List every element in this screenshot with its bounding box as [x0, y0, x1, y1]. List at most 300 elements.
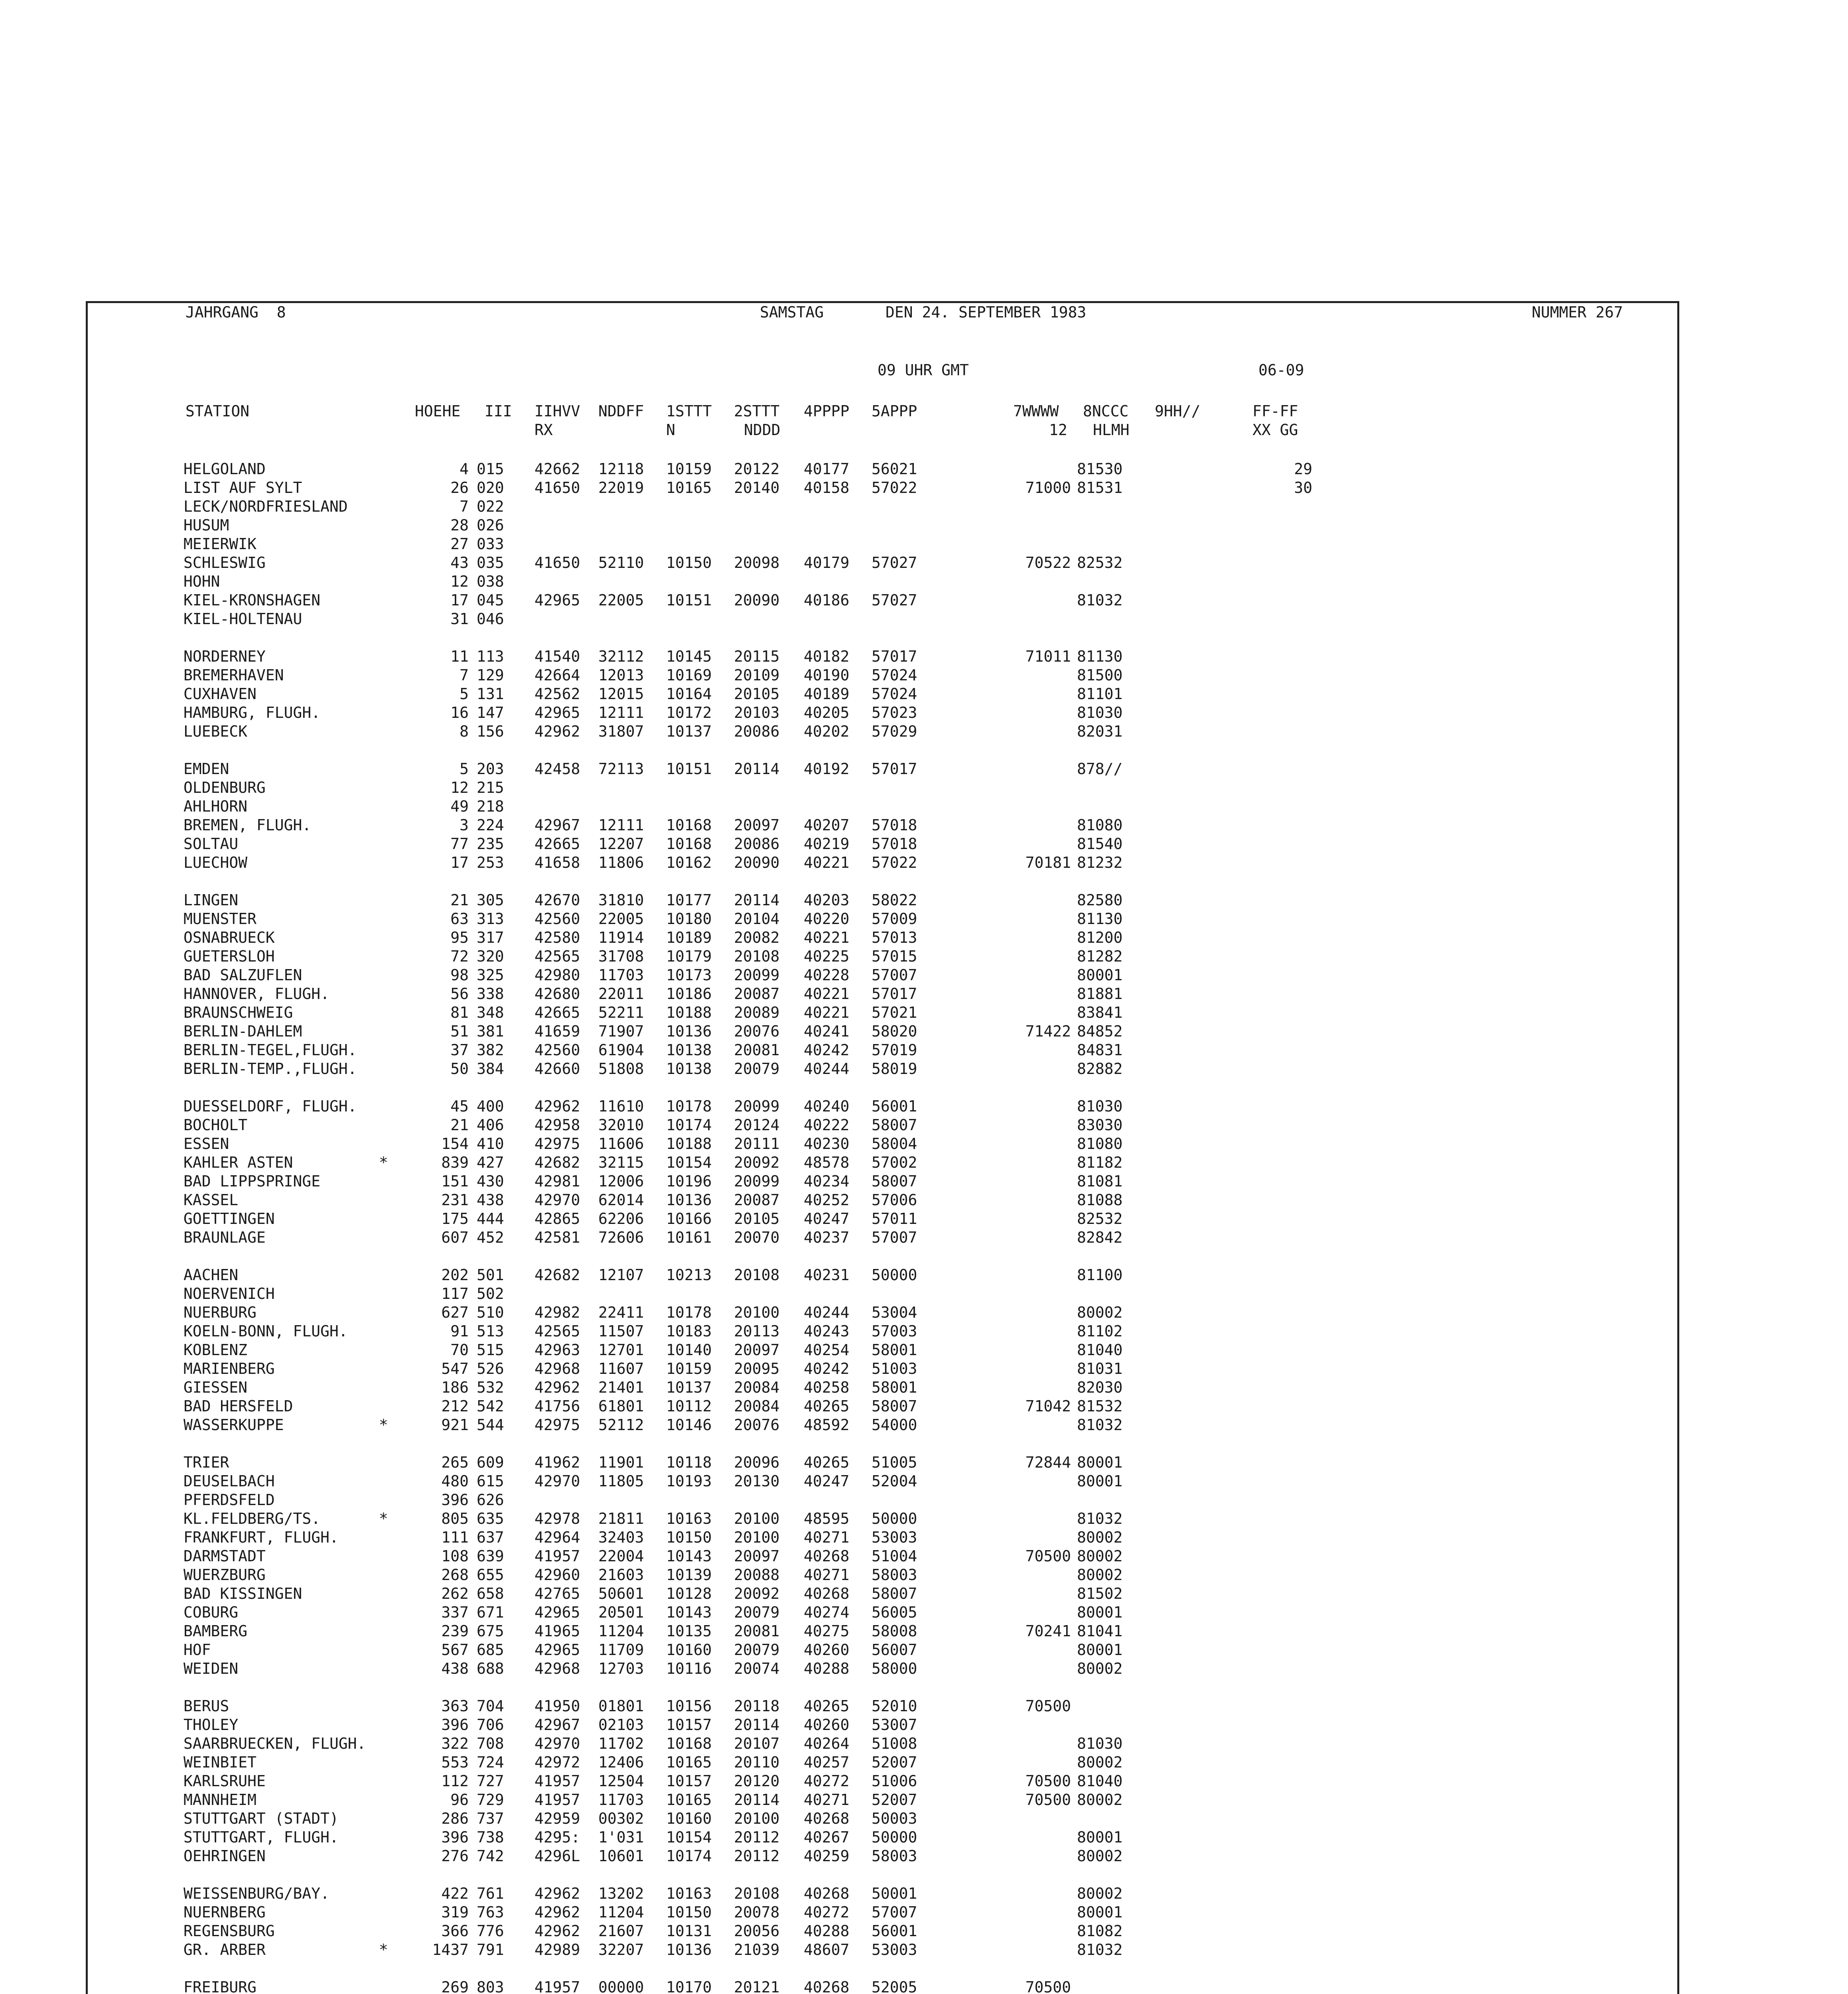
station-height: 269 [441, 1978, 469, 1994]
group-5appp: 57006 [872, 1191, 917, 1209]
station-height: 262 [441, 1585, 469, 1602]
group-8nccc: 82532 [1077, 554, 1123, 571]
group-4pppp: 40244 [804, 1304, 850, 1321]
station-height: 95 [450, 929, 469, 946]
group-8nccc: 84852 [1077, 1023, 1123, 1040]
group-2sttt: 20124 [734, 1116, 780, 1134]
station-id: 384 [477, 1060, 504, 1078]
group-5appp: 57027 [872, 554, 917, 571]
group-4pppp: 40231 [804, 1266, 850, 1284]
station-name: OLDENBURG [183, 779, 266, 796]
group-iihvv: 41650 [534, 554, 580, 571]
group-2sttt: 20089 [734, 1004, 780, 1021]
group-2sttt: 20114 [734, 891, 780, 909]
group-nddff: 11805 [598, 1472, 644, 1490]
station-id: 708 [477, 1735, 504, 1752]
group-2sttt: 20100 [734, 1304, 780, 1321]
group-5appp: 53003 [872, 1529, 917, 1546]
group-nddff: 52110 [598, 554, 644, 571]
station-name: HOF [183, 1641, 211, 1659]
group-iihvv: 42968 [534, 1360, 580, 1377]
station-id: 704 [477, 1697, 504, 1715]
group-2sttt: 20108 [734, 948, 780, 965]
group-nddff: 31708 [598, 948, 644, 965]
station-name: SAARBRUECKEN, FLUGH. [183, 1735, 366, 1752]
group-nddff: 11901 [598, 1454, 644, 1471]
group-nddff: 11703 [598, 966, 644, 984]
col-xx-gg: XX GG [1252, 421, 1298, 439]
station-name: THOLEY [183, 1716, 239, 1734]
group-2sttt: 20112 [734, 1847, 780, 1865]
station-height: 112 [441, 1772, 469, 1790]
group-2sttt: 20097 [734, 1341, 780, 1359]
group-7wwww: 70500 [1025, 1697, 1071, 1715]
group-8nccc: 81030 [1077, 1097, 1123, 1115]
group-iihvv: 42962 [534, 1922, 580, 1940]
group-1sttt: 10150 [666, 1903, 712, 1921]
observation-time: 09 UHR GMT [878, 361, 969, 379]
group-1sttt: 10150 [666, 554, 712, 571]
group-7wwww: 70241 [1025, 1622, 1071, 1640]
group-8nccc: 81082 [1077, 1922, 1123, 1940]
group-nddff: 11204 [598, 1622, 644, 1640]
group-nddff: 32112 [598, 648, 644, 665]
col-ff-ff: FF-FF [1252, 402, 1298, 420]
station-name: WUERZBURG [183, 1566, 266, 1584]
group-1sttt: 10143 [666, 1547, 712, 1565]
station-id: 729 [477, 1791, 504, 1809]
group-2sttt: 20099 [734, 966, 780, 984]
station-name: KOELN-BONN, FLUGH. [183, 1322, 348, 1340]
group-nddff: 22019 [598, 479, 644, 497]
group-iihvv: 41950 [534, 1697, 580, 1715]
station-height: 239 [441, 1622, 469, 1640]
group-5appp: 57024 [872, 666, 917, 684]
station-id: 526 [477, 1360, 504, 1377]
group-iihvv: 42970 [534, 1191, 580, 1209]
group-5appp: 58020 [872, 1023, 917, 1040]
group-nddff: 52112 [598, 1416, 644, 1434]
station-height: 12 [450, 779, 469, 796]
group-nddff: 32115 [598, 1154, 644, 1171]
group-2sttt: 20130 [734, 1472, 780, 1490]
group-8nccc: 81032 [1077, 591, 1123, 609]
group-5appp: 57017 [872, 760, 917, 778]
group-4pppp: 40207 [804, 816, 850, 834]
station-id: 737 [477, 1810, 504, 1827]
station-name: AHLHORN [183, 798, 248, 815]
group-5appp: 58007 [872, 1585, 917, 1602]
group-8nccc: 80002 [1077, 1566, 1123, 1584]
station-id: 675 [477, 1622, 504, 1640]
station-id: 129 [477, 666, 504, 684]
station-name: LUECHOW [183, 854, 248, 871]
group-1sttt: 10157 [666, 1772, 712, 1790]
station-height: 366 [441, 1922, 469, 1940]
group-iihvv: 42989 [534, 1941, 580, 1959]
group-2sttt: 20108 [734, 1266, 780, 1284]
station-id: 215 [477, 779, 504, 796]
group-iihvv: 41756 [534, 1397, 580, 1415]
station-height: 480 [441, 1472, 469, 1490]
group-2sttt: 20105 [734, 685, 780, 703]
group-5appp: 58000 [872, 1660, 917, 1677]
station-height: 56 [450, 985, 469, 1003]
station-height: 17 [450, 854, 469, 871]
group-5appp: 50000 [872, 1510, 917, 1527]
group-iihvv: 42975 [534, 1135, 580, 1153]
station-id: 639 [477, 1547, 504, 1565]
group-5appp: 52007 [872, 1754, 917, 1771]
group-iihvv: 41965 [534, 1622, 580, 1640]
group-5appp: 56005 [872, 1604, 917, 1621]
station-name: BERUS [183, 1697, 229, 1715]
group-2sttt: 20076 [734, 1023, 780, 1040]
group-iihvv: 42959 [534, 1810, 580, 1827]
group-1sttt: 10139 [666, 1566, 712, 1584]
group-4pppp: 40268 [804, 1547, 850, 1565]
group-4pppp: 40288 [804, 1922, 850, 1940]
group-5appp: 57019 [872, 1041, 917, 1059]
station-name: HANNOVER, FLUGH. [183, 985, 330, 1003]
group-iihvv: 42982 [534, 1304, 580, 1321]
station-height: 37 [450, 1041, 469, 1059]
group-7wwww: 70181 [1025, 854, 1071, 871]
station-id: 035 [477, 554, 504, 571]
group-1sttt: 10154 [666, 1154, 712, 1171]
station-name: BOCHOLT [183, 1116, 248, 1134]
group-2sttt: 20087 [734, 1191, 780, 1209]
group-2sttt: 20076 [734, 1416, 780, 1434]
station-name: GR. ARBER [183, 1941, 266, 1959]
group-nddff: 11610 [598, 1097, 644, 1115]
group-4pppp: 40268 [804, 1978, 850, 1994]
col-9hh: 9HH// [1155, 402, 1201, 420]
group-nddff: 11703 [598, 1791, 644, 1809]
group-8nccc: 80001 [1077, 1472, 1123, 1490]
station-name: HAMBURG, FLUGH. [183, 704, 321, 721]
group-4pppp: 40247 [804, 1210, 850, 1228]
group-4pppp: 40237 [804, 1229, 850, 1246]
group-5appp: 51003 [872, 1360, 917, 1377]
station-name: NOERVENICH [183, 1285, 275, 1302]
group-iihvv: 42680 [534, 985, 580, 1003]
group-iihvv: 42458 [534, 760, 580, 778]
station-name: WEIDEN [183, 1660, 239, 1677]
station-id: 313 [477, 910, 504, 928]
group-2sttt: 20087 [734, 985, 780, 1003]
group-5appp: 53007 [872, 1716, 917, 1734]
group-2sttt: 20092 [734, 1585, 780, 1602]
station-height: 8 [460, 723, 469, 740]
group-5appp: 56001 [872, 1922, 917, 1940]
col-n: N [666, 421, 675, 439]
group-8nccc: 80002 [1077, 1754, 1123, 1771]
group-nddff: 32207 [598, 1941, 644, 1959]
group-8nccc: 81282 [1077, 948, 1123, 965]
group-4pppp: 40247 [804, 1472, 850, 1490]
group-iihvv: 42565 [534, 1322, 580, 1340]
group-5appp: 58001 [872, 1379, 917, 1396]
station-id: 026 [477, 516, 504, 534]
group-nddff: 62014 [598, 1191, 644, 1209]
group-nddff: 31810 [598, 891, 644, 909]
group-4pppp: 40265 [804, 1454, 850, 1471]
station-name: BRAUNLAGE [183, 1229, 266, 1246]
group-1sttt: 10136 [666, 1941, 712, 1959]
station-height: 567 [441, 1641, 469, 1659]
station-id: 046 [477, 610, 504, 628]
group-1sttt: 10138 [666, 1041, 712, 1059]
group-1sttt: 10193 [666, 1472, 712, 1490]
station-id: 203 [477, 760, 504, 778]
group-iihvv: 42665 [534, 1004, 580, 1021]
group-4pppp: 40220 [804, 910, 850, 928]
group-8nccc: 81531 [1077, 479, 1123, 497]
group-2sttt: 20109 [734, 666, 780, 684]
station-id: 444 [477, 1210, 504, 1228]
group-2sttt: 20070 [734, 1229, 780, 1246]
group-nddff: 72606 [598, 1229, 644, 1246]
group-1sttt: 10180 [666, 910, 712, 928]
group-2sttt: 20100 [734, 1510, 780, 1527]
group-4pppp: 40242 [804, 1360, 850, 1377]
group-1sttt: 10168 [666, 1735, 712, 1752]
group-2sttt: 20081 [734, 1041, 780, 1059]
station-height: 286 [441, 1810, 469, 1827]
station-name: NUERBURG [183, 1304, 257, 1321]
group-4pppp: 40260 [804, 1641, 850, 1659]
group-7wwww: 71422 [1025, 1023, 1071, 1040]
group-5appp: 58008 [872, 1622, 917, 1640]
group-4pppp: 40221 [804, 854, 850, 871]
col-iihvv: IIHVV [534, 402, 580, 420]
station-height: 77 [450, 835, 469, 853]
group-5appp: 52010 [872, 1697, 917, 1715]
group-iihvv: 41658 [534, 854, 580, 871]
group-5appp: 57017 [872, 648, 917, 665]
station-name: BERLIN-DAHLEM [183, 1023, 302, 1040]
station-id: 020 [477, 479, 504, 497]
station-id: 400 [477, 1097, 504, 1115]
station-name: KIEL-HOLTENAU [183, 610, 302, 628]
group-1sttt: 10159 [666, 460, 712, 478]
station-height: 276 [441, 1847, 469, 1865]
group-5appp: 57013 [872, 929, 917, 946]
group-iihvv: 42958 [534, 1116, 580, 1134]
mountain-marker: * [379, 1416, 388, 1434]
group-5appp: 57009 [872, 910, 917, 928]
group-5appp: 58003 [872, 1847, 917, 1865]
station-id: 406 [477, 1116, 504, 1134]
station-id: 655 [477, 1566, 504, 1584]
station-height: 547 [441, 1360, 469, 1377]
group-nddff: 01801 [598, 1697, 644, 1715]
station-height: 337 [441, 1604, 469, 1621]
group-1sttt: 10174 [666, 1847, 712, 1865]
group-5appp: 51008 [872, 1735, 917, 1752]
station-name: BREMEN, FLUGH. [183, 816, 312, 834]
group-1sttt: 10163 [666, 1510, 712, 1527]
station-height: 202 [441, 1266, 469, 1284]
group-4pppp: 40265 [804, 1697, 850, 1715]
group-1sttt: 10188 [666, 1135, 712, 1153]
group-1sttt: 10168 [666, 835, 712, 853]
station-id: 742 [477, 1847, 504, 1865]
group-4pppp: 48595 [804, 1510, 850, 1527]
group-nddff: 22011 [598, 985, 644, 1003]
group-iihvv: 42670 [534, 891, 580, 909]
station-id: 513 [477, 1322, 504, 1340]
station-height: 96 [450, 1791, 469, 1809]
group-8nccc: 82882 [1077, 1060, 1123, 1078]
station-id: 658 [477, 1585, 504, 1602]
station-id: 542 [477, 1397, 504, 1415]
station-height: 72 [450, 948, 469, 965]
group-5appp: 57029 [872, 723, 917, 740]
station-id: 430 [477, 1172, 504, 1190]
station-name: BERLIN-TEMP.,FLUGH. [183, 1060, 357, 1078]
station-height: 422 [441, 1885, 469, 1902]
station-id: 348 [477, 1004, 504, 1021]
group-iihvv: 42682 [534, 1154, 580, 1171]
group-8nccc: 80002 [1077, 1529, 1123, 1546]
group-iihvv: 42970 [534, 1472, 580, 1490]
station-id: 045 [477, 591, 504, 609]
group-8nccc: 80002 [1077, 1660, 1123, 1677]
station-id: 510 [477, 1304, 504, 1321]
group-2sttt: 20100 [734, 1810, 780, 1827]
group-8nccc: 81540 [1077, 835, 1123, 853]
group-1sttt: 10166 [666, 1210, 712, 1228]
group-2sttt: 20078 [734, 1903, 780, 1921]
station-id: 803 [477, 1978, 504, 1994]
group-2sttt: 21039 [734, 1941, 780, 1959]
station-name: PFERDSFELD [183, 1491, 275, 1509]
group-iihvv: 42980 [534, 966, 580, 984]
station-height: 319 [441, 1903, 469, 1921]
group-iihvv: 42962 [534, 1903, 580, 1921]
station-id: 320 [477, 948, 504, 965]
group-5appp: 57023 [872, 704, 917, 721]
group-4pppp: 40221 [804, 985, 850, 1003]
group-1sttt: 10165 [666, 1754, 712, 1771]
station-name: MANNHEIM [183, 1791, 257, 1809]
group-5appp: 57003 [872, 1322, 917, 1340]
station-name: DUESSELDORF, FLUGH. [183, 1097, 357, 1115]
group-iihvv: 42963 [534, 1341, 580, 1359]
group-8nccc: 81100 [1077, 1266, 1123, 1284]
group-iihvv: 42962 [534, 1379, 580, 1396]
group-5appp: 56007 [872, 1641, 917, 1659]
group-1sttt: 10154 [666, 1828, 712, 1846]
station-name: COBURG [183, 1604, 239, 1621]
station-height: 363 [441, 1697, 469, 1715]
group-2sttt: 20086 [734, 835, 780, 853]
group-4pppp: 40265 [804, 1397, 850, 1415]
col-station: STATION [185, 402, 250, 420]
group-1sttt: 10163 [666, 1885, 712, 1902]
station-id: 609 [477, 1454, 504, 1471]
group-8nccc: 81530 [1077, 460, 1123, 478]
station-name: LINGEN [183, 891, 239, 909]
group-8nccc: 82031 [1077, 723, 1123, 740]
station-id: 706 [477, 1716, 504, 1734]
group-2sttt: 20114 [734, 1791, 780, 1809]
group-7wwww: 70500 [1025, 1547, 1071, 1565]
group-iihvv: 42665 [534, 835, 580, 853]
station-height: 438 [441, 1660, 469, 1677]
group-1sttt: 10165 [666, 1791, 712, 1809]
station-height: 21 [450, 1116, 469, 1134]
group-2sttt: 20111 [734, 1135, 780, 1153]
station-name: KARLSRUHE [183, 1772, 266, 1790]
group-nddff: 71907 [598, 1023, 644, 1040]
station-name: REGENSBURG [183, 1922, 275, 1940]
station-name: GOETTINGEN [183, 1210, 275, 1228]
group-4pppp: 40268 [804, 1585, 850, 1602]
mountain-marker: * [379, 1154, 388, 1171]
group-iihvv: 42962 [534, 1885, 580, 1902]
group-nddff: 61904 [598, 1041, 644, 1059]
group-5appp: 58007 [872, 1116, 917, 1134]
station-name: HELGOLAND [183, 460, 266, 478]
group-iihvv: 41659 [534, 1023, 580, 1040]
station-height: 51 [450, 1023, 469, 1040]
station-name: OSNABRUECK [183, 929, 275, 946]
group-2sttt: 20096 [734, 1454, 780, 1471]
station-height: 231 [441, 1191, 469, 1209]
group-1sttt: 10164 [666, 685, 712, 703]
station-id: 637 [477, 1529, 504, 1546]
group-5appp: 56021 [872, 460, 917, 478]
group-2sttt: 20095 [734, 1360, 780, 1377]
station-height: 175 [441, 1210, 469, 1228]
group-5appp: 57011 [872, 1210, 917, 1228]
group-5appp: 50000 [872, 1266, 917, 1284]
group-iihvv: 42978 [534, 1510, 580, 1527]
station-id: 382 [477, 1041, 504, 1059]
station-id: 218 [477, 798, 504, 815]
station-name: KOBLENZ [183, 1341, 248, 1359]
station-id: 688 [477, 1660, 504, 1677]
station-id: 253 [477, 854, 504, 871]
group-1sttt: 10143 [666, 1604, 712, 1621]
station-id: 438 [477, 1191, 504, 1209]
group-1sttt: 10160 [666, 1641, 712, 1659]
group-5appp: 57015 [872, 948, 917, 965]
group-iihvv: 42965 [534, 704, 580, 721]
group-2sttt: 20090 [734, 591, 780, 609]
station-id: 381 [477, 1023, 504, 1040]
group-iihvv: 42975 [534, 1416, 580, 1434]
col-nddd: NDDD [744, 421, 781, 439]
group-4pppp: 40230 [804, 1135, 850, 1153]
group-8nccc: 81030 [1077, 704, 1123, 721]
group-4pppp: 40288 [804, 1660, 850, 1677]
station-id: 791 [477, 1941, 504, 1959]
group-4pppp: 40257 [804, 1754, 850, 1771]
group-1sttt: 10137 [666, 1379, 712, 1396]
station-height: 268 [441, 1566, 469, 1584]
station-id: 305 [477, 891, 504, 909]
group-nddff: 22004 [598, 1547, 644, 1565]
station-id: 671 [477, 1604, 504, 1621]
group-iihvv: 42765 [534, 1585, 580, 1602]
group-nddff: 12504 [598, 1772, 644, 1790]
group-iihvv: 4295: [534, 1828, 580, 1846]
group-4pppp: 48578 [804, 1154, 850, 1171]
